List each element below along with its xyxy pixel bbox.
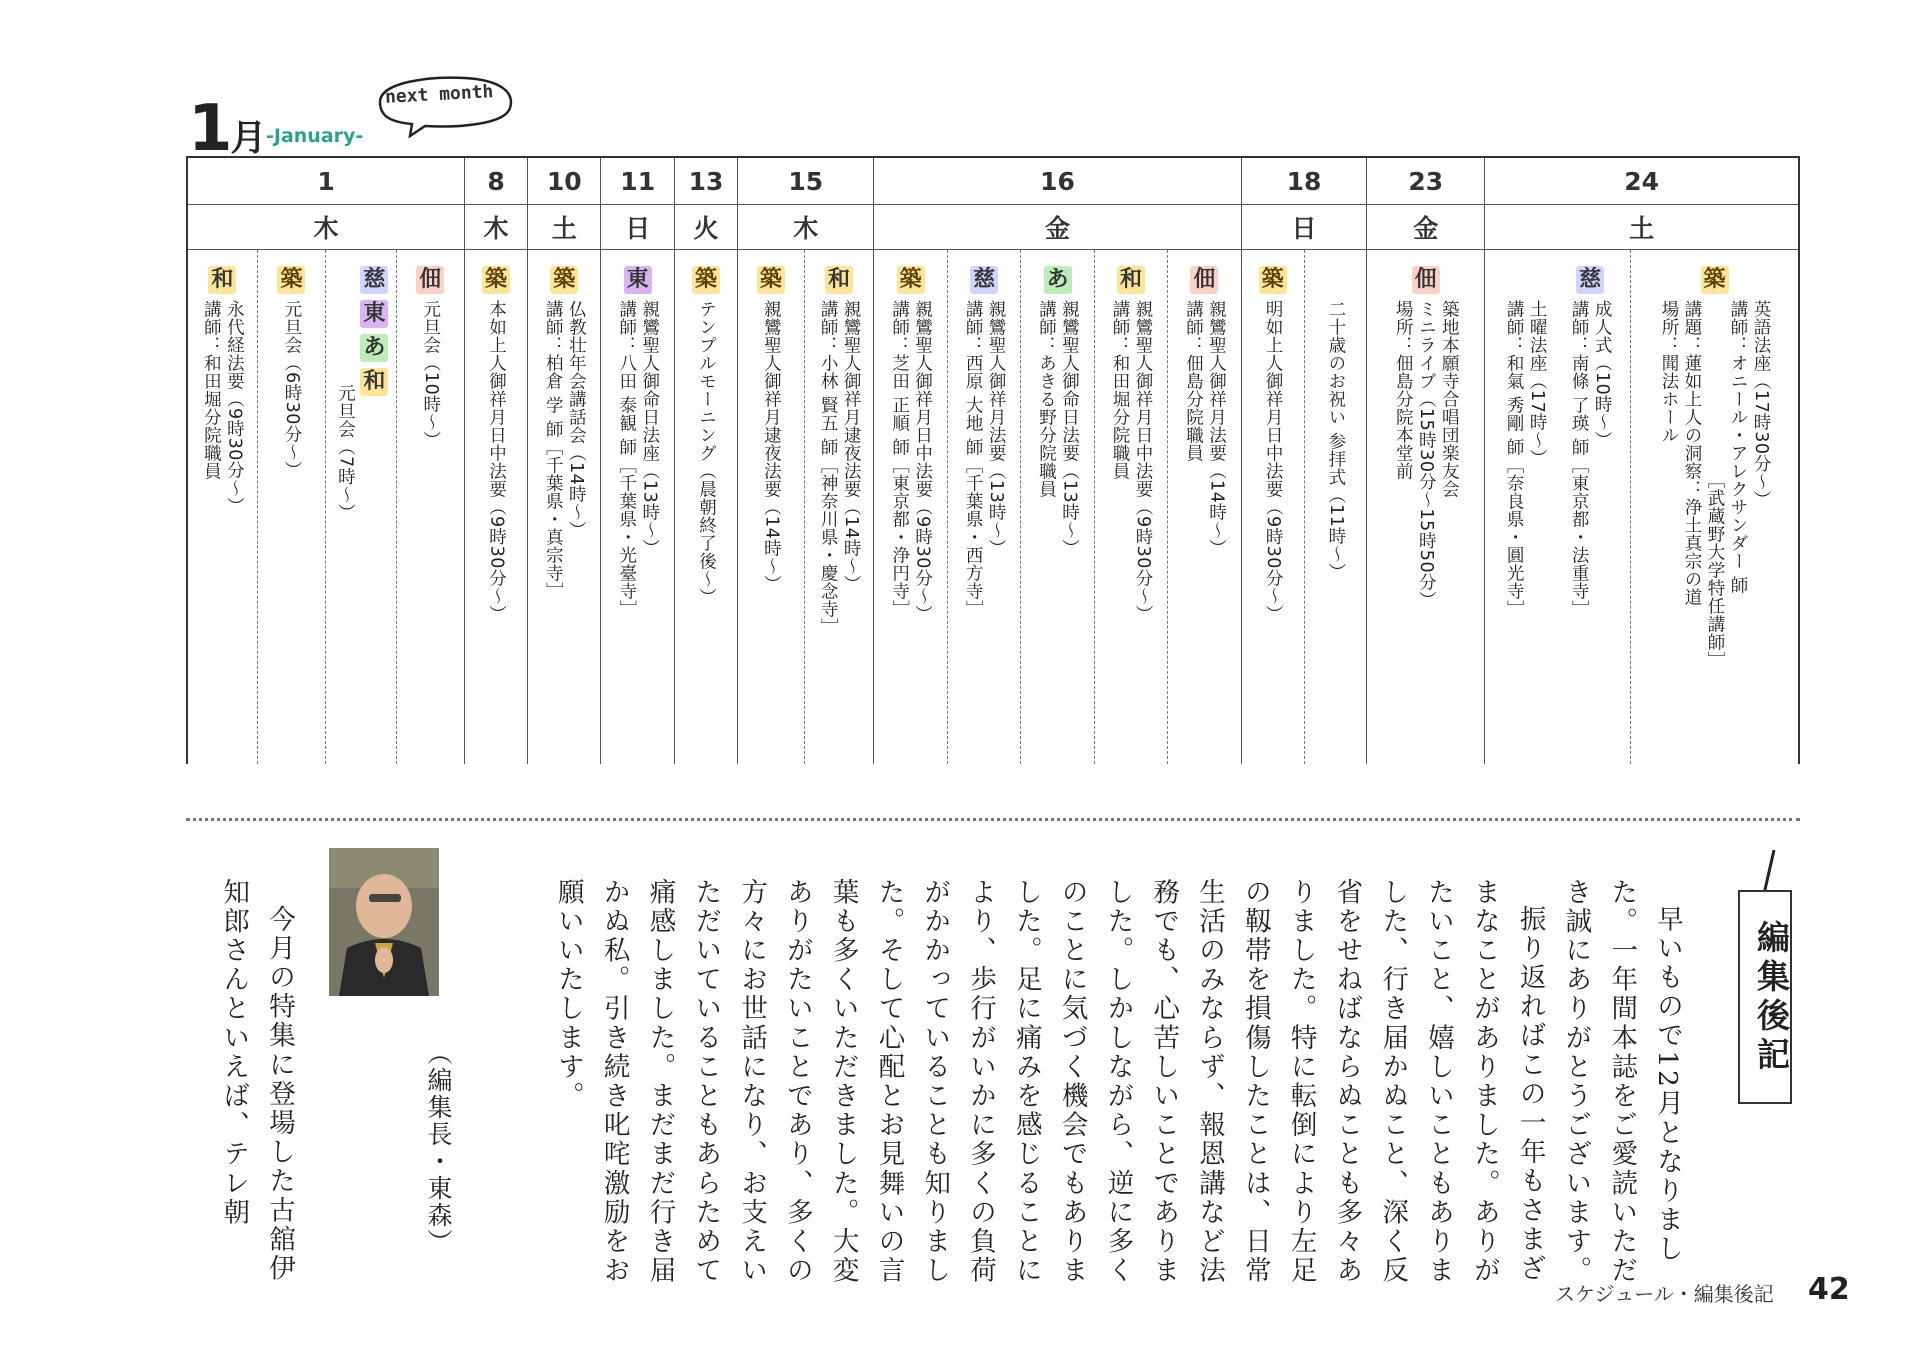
page-number: 42 [1808, 1272, 1850, 1307]
temple-badge: 東 [624, 266, 652, 294]
event-text: 仏教壮年会講話会（14時〜） 講師：柏倉 学 師［千葉県・真宗寺］ [543, 300, 587, 601]
temple-badge: 和 [1117, 266, 1145, 294]
weekday-cell: 木 [187, 205, 465, 250]
event-cell [528, 250, 601, 765]
weekday-cell: 金 [1367, 205, 1485, 250]
temple-badge: 築 [550, 266, 578, 294]
editorial-paragraph: 早いもので12月となりました。一年間本誌をご愛読いただき誠にありがとうございます。 [1560, 878, 1683, 1286]
temple-badge: 慈 [970, 266, 998, 294]
tab-string-icon [1758, 850, 1778, 895]
weekday-cell: 日 [1241, 205, 1367, 250]
event-text: 親鸞聖人御祥月逮夜法要（14時〜） [761, 300, 782, 594]
event-cell [1304, 250, 1367, 765]
temple-badge: 築 [277, 266, 305, 294]
event-text: 成人式（10時〜） 講師：南條 了瑛 師［東京都・法重寺］ [1569, 300, 1613, 619]
temple-badge: 東 [360, 300, 388, 328]
event-text: 元旦会（10時〜） [420, 300, 441, 450]
event-text: 親鸞聖人御祥月日中法要（9時30分〜） 講師：芝田 正順 師［東京都・浄円寺］ [889, 300, 933, 623]
event-cell [1367, 250, 1485, 765]
weekday-cell: 土 [528, 205, 601, 250]
event-cell [465, 250, 528, 765]
schedule-table [186, 156, 1800, 764]
event-text: 築地本願寺合唱団楽友会 ミニライブ（15時30分〜15時50分） 場所：佃島分院本堂前 [1393, 300, 1460, 610]
event-cell [1631, 250, 1799, 765]
event-text: 親鸞聖人御祥月法要（14時〜） 講師：佃島分院職員 [1183, 300, 1227, 558]
temple-badge: 慈 [360, 266, 388, 294]
event-text: 本如上人御祥月日中法要（9時30分〜） [486, 300, 507, 623]
event-cell [326, 250, 396, 765]
temple-badge: 築 [692, 266, 720, 294]
date-cell: 13 [674, 157, 737, 205]
event-text: 二十歳のお祝い 参拝式（11時〜） [1325, 300, 1346, 582]
event-cell [187, 250, 257, 765]
editorial-body [545, 878, 1690, 1288]
temple-badge: 築 [482, 266, 510, 294]
section-divider [186, 818, 1800, 821]
temple-badge: 慈 [1576, 266, 1604, 294]
event-cell [601, 250, 674, 765]
date-cell: 1 [187, 157, 465, 205]
date-cell: 23 [1367, 157, 1485, 205]
temple-badge: 和 [360, 368, 388, 396]
event-text: 親鸞聖人御命日法要（13時〜） 講師：あきる野分院職員 [1036, 300, 1080, 558]
event-text: 英語法座（17時30分〜） 講師：オニール・アレクサンダー 師 ［武蔵野大学特任講師］ 講題：蓮如上人の洞察：浄土真宗の道 場所：聞法ホール [1659, 300, 1772, 670]
event-text: 明如上人御祥月日中法要（9時30分〜） [1263, 300, 1284, 623]
event-cell [1485, 250, 1631, 765]
temple-badge: 和 [825, 266, 853, 294]
event-text: 元旦会（6時30分〜） [281, 300, 302, 479]
editorial-next [182, 878, 302, 1288]
date-cell: 16 [874, 157, 1241, 205]
temple-badge: 築 [897, 266, 925, 294]
event-text: 親鸞聖人御祥月日中法要（9時30分〜） 講師：和田堀分院職員 [1110, 300, 1153, 623]
event-text: 永代経法要（9時30分〜） 講師：和田堀分院職員 [201, 300, 245, 515]
date-cell: 18 [1241, 157, 1367, 205]
weekday-cell: 日 [601, 205, 674, 250]
event-cell [874, 250, 947, 765]
next-month-label: next month [384, 81, 494, 108]
date-cell: 8 [465, 157, 528, 205]
weekday-cell: 木 [738, 205, 874, 250]
event-cell [674, 250, 737, 765]
temple-badge: あ [1044, 266, 1072, 294]
date-cell: 11 [601, 157, 674, 205]
weekday-cell: 火 [674, 205, 737, 250]
event-text: テンプルモーニング（晨朝終了後〜） [696, 300, 717, 606]
event-cell [257, 250, 326, 765]
temple-badge: 築 [1259, 266, 1287, 294]
event-text: 元旦会（7時〜） [335, 384, 356, 522]
temple-badge: 佃 [416, 266, 444, 294]
editorial-signature: （編集長・東森） [424, 1040, 453, 1256]
date-cell: 15 [738, 157, 874, 205]
weekday-cell: 金 [874, 205, 1241, 250]
event-cell [1094, 250, 1167, 765]
event-cell [947, 250, 1020, 765]
editorial-paragraph: 振り返ればこの一年もさまざまなことがありました。ありがたいこと、嬉しいこともありました、行き届かぬこと、深く反省をせねばならぬことも多々ありました。特に転倒により左足の靱帯を損傷したことは、日常生活のみならず、報恩講など法務でも、心苦しいことでありました。しかしながら、逆に多くのことに気づく機会でもありました。足に痛みを感じることにより、歩行がいかに多くの負荷がかかっていることも知りました。そして心配とお見舞いの言葉も多くいただきました。大変ありがたいことであり、多くの方々にお世話になり、お支えいただいていることもあらためて痛感しました。まだまだ行き届かぬ私。引き続き叱咤激励をお願いいたします。 [552, 878, 1546, 1286]
month-english: -January- [266, 125, 364, 147]
event-cell [738, 250, 805, 765]
footer-section: スケジュール・編集後記 [1555, 1282, 1774, 1306]
date-cell: 24 [1485, 157, 1799, 205]
event-text: 親鸞聖人御命日法座（13時〜） 講師：八田 泰観 師［千葉県・光臺寺］ [616, 300, 660, 619]
event-cell [804, 250, 874, 765]
editor-photo [329, 848, 439, 996]
event-cell [1241, 250, 1304, 765]
temple-badge: あ [360, 334, 388, 362]
editor-portrait-icon [329, 848, 439, 996]
event-cell [1168, 250, 1241, 765]
event-text: 親鸞聖人御祥月法要（13時〜） 講師：西原 大地 師［千葉県・西方寺］ [963, 300, 1007, 619]
editorial-tab: 編集後記 [1738, 890, 1792, 1104]
editorial-paragraph: 今月の特集に登場した古舘伊知郎さんといえば、テレ朝 [218, 878, 295, 1283]
temple-badge: 佃 [1190, 266, 1218, 294]
temple-badge: 和 [208, 266, 236, 294]
event-cell [396, 250, 465, 765]
temple-badge: 築 [757, 266, 785, 294]
date-cell: 10 [528, 157, 601, 205]
weekday-cell: 木 [465, 205, 528, 250]
event-text: 土曜法座（17時〜） 講師：和氣 秀剛 師［奈良県・圓光寺］ [1504, 300, 1548, 619]
event-cell [1021, 250, 1094, 765]
temple-badge: 佃 [1412, 266, 1440, 294]
weekday-cell: 土 [1485, 205, 1799, 250]
month-title: 1月 [188, 92, 265, 166]
temple-badge: 築 [1701, 266, 1729, 294]
event-text: 親鸞聖人御祥月逮夜法要（14時〜） 講師：小林 賢五 師［神奈川県・慶念寺］ [818, 300, 862, 637]
